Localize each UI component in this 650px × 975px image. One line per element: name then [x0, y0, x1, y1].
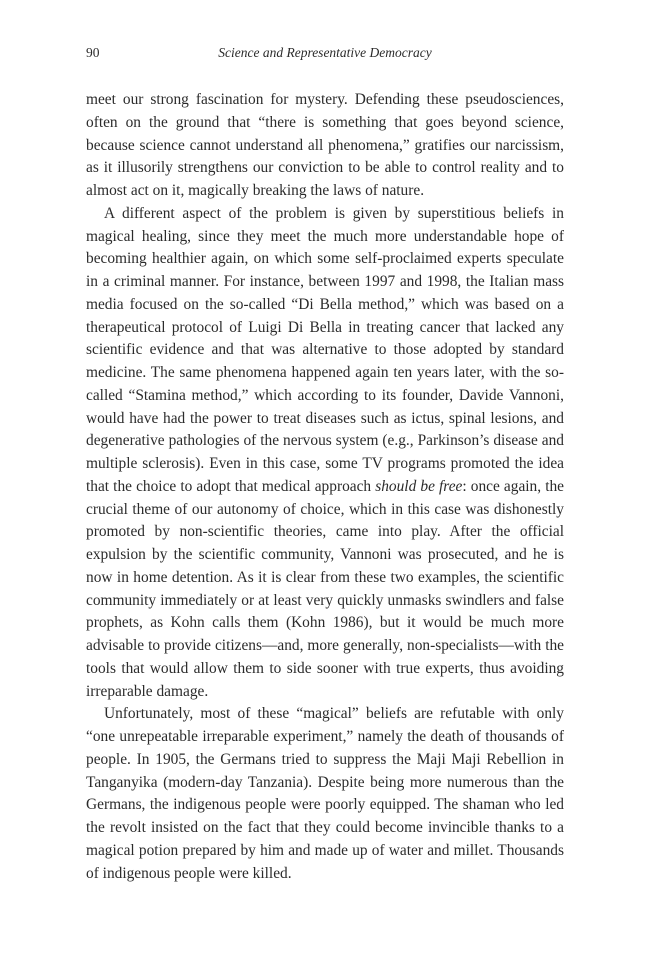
paragraph-2-text-a: A different aspect of the problem is given by superstitious beliefs in magical healing, since they meet the much more understandable hope of becoming healthier again, on which some self-proclaimed experts speculate in a criminal manner. For instance, between 1997 and 1998, the Italian mass media focused on the so-called “Di Bella method,” which was based on a therapeutical protocol of Luigi Di Bella in treating cancer that lacked any scientific evidence and that was alternative to those adopted by standard medicine. The same phenomena happened again ten years later, with the so-called “Stamina method,” which according to its founder, Davide Vannoni, would have had the power to treat diseases such as ictus, spinal lesions, and degenerative pathologies of the nervous system (e.g., Parkinson’s disease and multiple sclerosis). Even in this case, some TV programs promoted the idea that the choice to adopt that medical approach	[86, 204, 564, 495]
body-text	[86, 89, 564, 885]
page-number: 90	[86, 45, 100, 60]
paragraph-2	[86, 203, 564, 704]
paragraph-2-italic-phrase: should be free	[375, 477, 463, 495]
paragraph-1: meet our strong fascination for mystery. Defending these pseudosciences, often on the ground that “there is something that goes beyond science, because science cannot understand all phenomena,” gratifies our narcissism, as it illusorily strengthens our conviction to be able to control reality and to almost act on it, magically breaking the laws of nature.	[86, 91, 564, 199]
paragraph-2-text-b: : once again, the crucial theme of our autonomy of choice, which in this case was dishonestly promoted by non-scientific theories, came into play. After the official expulsion by the scientific community, Vannoni was prosecuted, and he is now in home detention. As it is clear from these two examples, the scientific community immediately or at least very quickly unmasks swindlers and false prophets, as Kohn calls them (Kohn 1986), but it would be much more advisable to provide citizens—and, more generally, non-specialists—with the tools that would allow them to side sooner with true experts, thus avoiding irreparable damage.	[86, 477, 564, 700]
paragraph-3: Unfortunately, most of these “magical” beliefs are refutable with only “one unrepeatable irreparable experiment,” namely the death of thousands of people. In 1905, the Germans tried to suppress the Maji Maji Rebellion in Tanganyika (modern-day Tanzania). Despite being more numerous than the Germans, the indigenous people were poorly equipped. The shaman who led the revolt insisted on the fact that they could become invincible thanks to a magical potion prepared by him and made up of water and millet. Thousands of indigenous people were killed.	[86, 705, 564, 882]
running-title: Science and Representative Democracy	[218, 45, 432, 60]
running-header	[86, 45, 564, 65]
